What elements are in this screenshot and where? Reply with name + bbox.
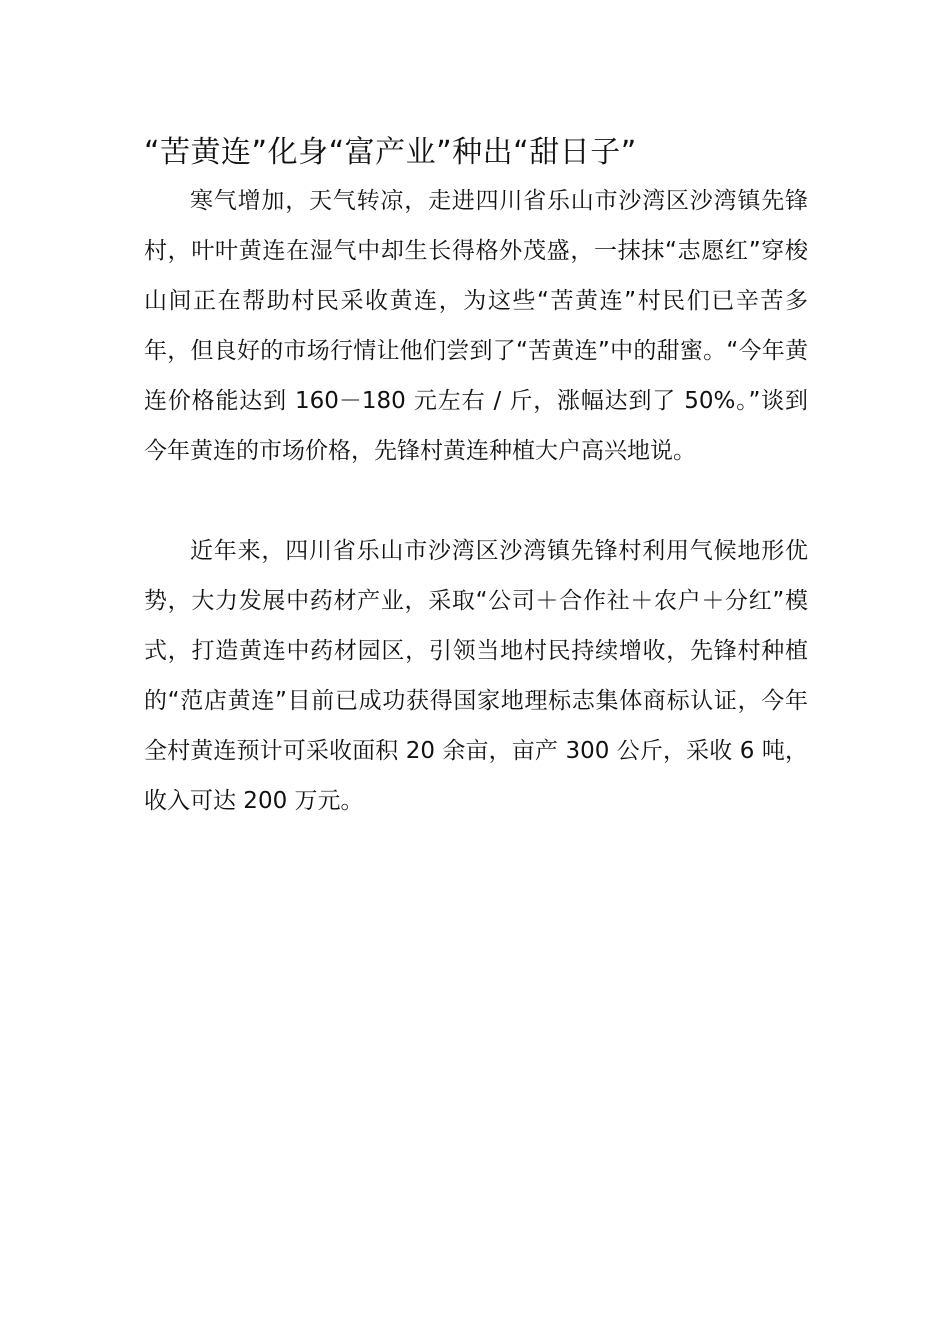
paragraph-1: 寒气增加，天气转凉，走进四川省乐山市沙湾区沙湾镇先锋村，叶叶黄连在湿气中却生长得格外茂盛，一抹抹“志愿红”穿梭山间正在帮助村民采收黄连，为这些“苦黄连”村民们已辛苦多年，但良好的市场行情让他们尝到了“苦黄连”中的甜蜜。“今年黄连价格能达到 160－180 元左右 / 斤，涨幅达到了 50%。”谈到今年黄连的市场价格，先锋村黄连种植大户高兴地说。 bbox=[144, 188, 808, 464]
paragraph-2: 近年来，四川省乐山市沙湾区沙湾镇先锋村利用气候地形优势，大力发展中药材产业，采取“公司＋合作社＋农户＋分红”模式，打造黄连中药材园区，引领当地村民持续增收，先锋村种植的“范店黄连”目前已成功获得国家地理标志集体商标认证，今年全村黄连预计可采收面积 20 余亩，亩产 300 公斤，采收 6 吨，收入可达 200 万元。 bbox=[144, 538, 808, 814]
article-title: “苦黄连”化身“富产业”种出“甜日子” bbox=[144, 135, 637, 170]
document-page bbox=[144, 130, 808, 826]
